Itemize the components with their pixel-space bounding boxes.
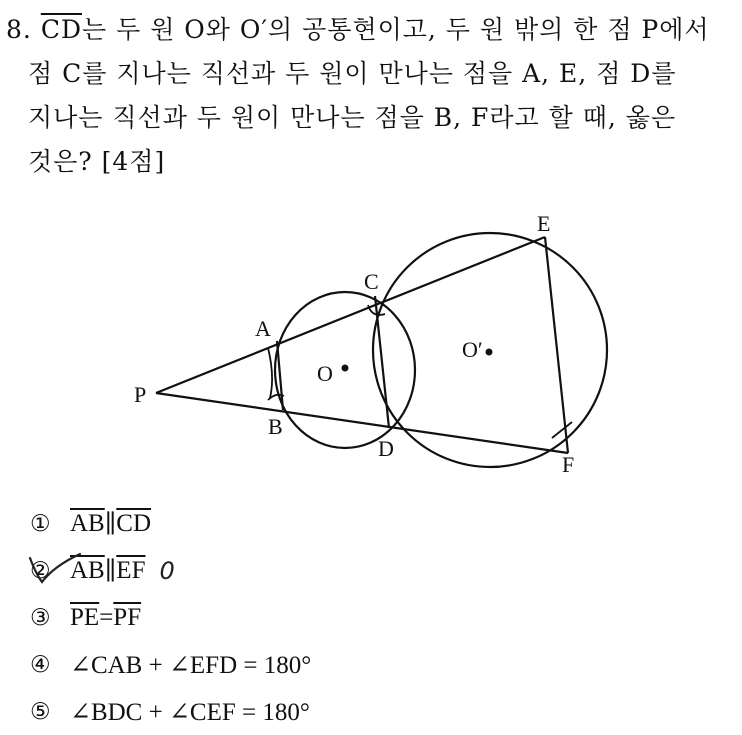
label-f: F: [562, 452, 575, 477]
choice-4[interactable]: [30, 641, 730, 688]
label-o-prime: O′: [462, 337, 483, 362]
choice-text-part: ∠BDC + ∠CEF = 180°: [70, 698, 310, 726]
choice-text-part: $\overline{AB}$: [70, 556, 105, 584]
label-p: P: [134, 382, 147, 407]
label-b: B: [268, 414, 283, 439]
chord-cd: [375, 296, 389, 428]
choice-3[interactable]: [30, 594, 730, 641]
segment-cd-label: $\overline{CD}$: [40, 15, 82, 44]
choice-5[interactable]: [30, 688, 730, 735]
label-a: A: [255, 316, 271, 341]
choice-text-part: ∥: [104, 557, 117, 585]
choice-text-part: ∥: [104, 510, 117, 538]
choice-number: ④: [30, 651, 51, 678]
choice-text-part: $\overline{EF}$: [116, 556, 146, 584]
choice-text-part: $\overline{AB}$: [70, 509, 105, 537]
label-e: E: [537, 211, 551, 236]
answer-choices: [30, 500, 730, 735]
problem-number: 8.: [6, 15, 32, 44]
center-o-dot: [342, 365, 349, 372]
choice-number: ③: [30, 604, 51, 631]
problem-line-4: 것은? [4점]: [28, 147, 166, 176]
checkmark-icon: [28, 552, 88, 592]
choice-number: ①: [30, 510, 51, 537]
label-c: C: [364, 269, 379, 294]
problem-line-2: 점 C를 지나는 직선과 두 원이 만나는 점을 A, E, 점 D를: [28, 59, 677, 88]
handwritten-mark: 0: [159, 556, 175, 585]
line-pe: [156, 237, 545, 393]
choice-2[interactable]: [30, 547, 730, 594]
choice-number: ②: [30, 557, 51, 584]
label-o: O: [317, 361, 333, 386]
problem-line-3: 지나는 직선과 두 원이 만나는 점을 B, F라고 할 때, 옳은: [28, 103, 677, 132]
problem-line-1-text: 는 두 원 O와 O′의 공통현이고, 두 원 밖의 한 점 P에서: [82, 15, 710, 44]
label-d: D: [378, 436, 394, 461]
angle-mark-a: [268, 348, 272, 398]
choice-text-part: ∠CAB + ∠EFD = 180°: [70, 651, 312, 679]
choice-text-part: $\overline{CD}$: [116, 509, 152, 537]
choice-number: ⑤: [30, 698, 51, 725]
choice-text-part: =: [99, 603, 114, 631]
chord-ef: [545, 237, 568, 453]
choice-text-part: $\overline{PE}$: [70, 603, 100, 631]
line-pf: [156, 393, 568, 453]
choice-1[interactable]: [30, 500, 730, 547]
choice-text-part: $\overline{PF}$: [113, 603, 142, 631]
center-o-prime-dot: [486, 349, 493, 356]
